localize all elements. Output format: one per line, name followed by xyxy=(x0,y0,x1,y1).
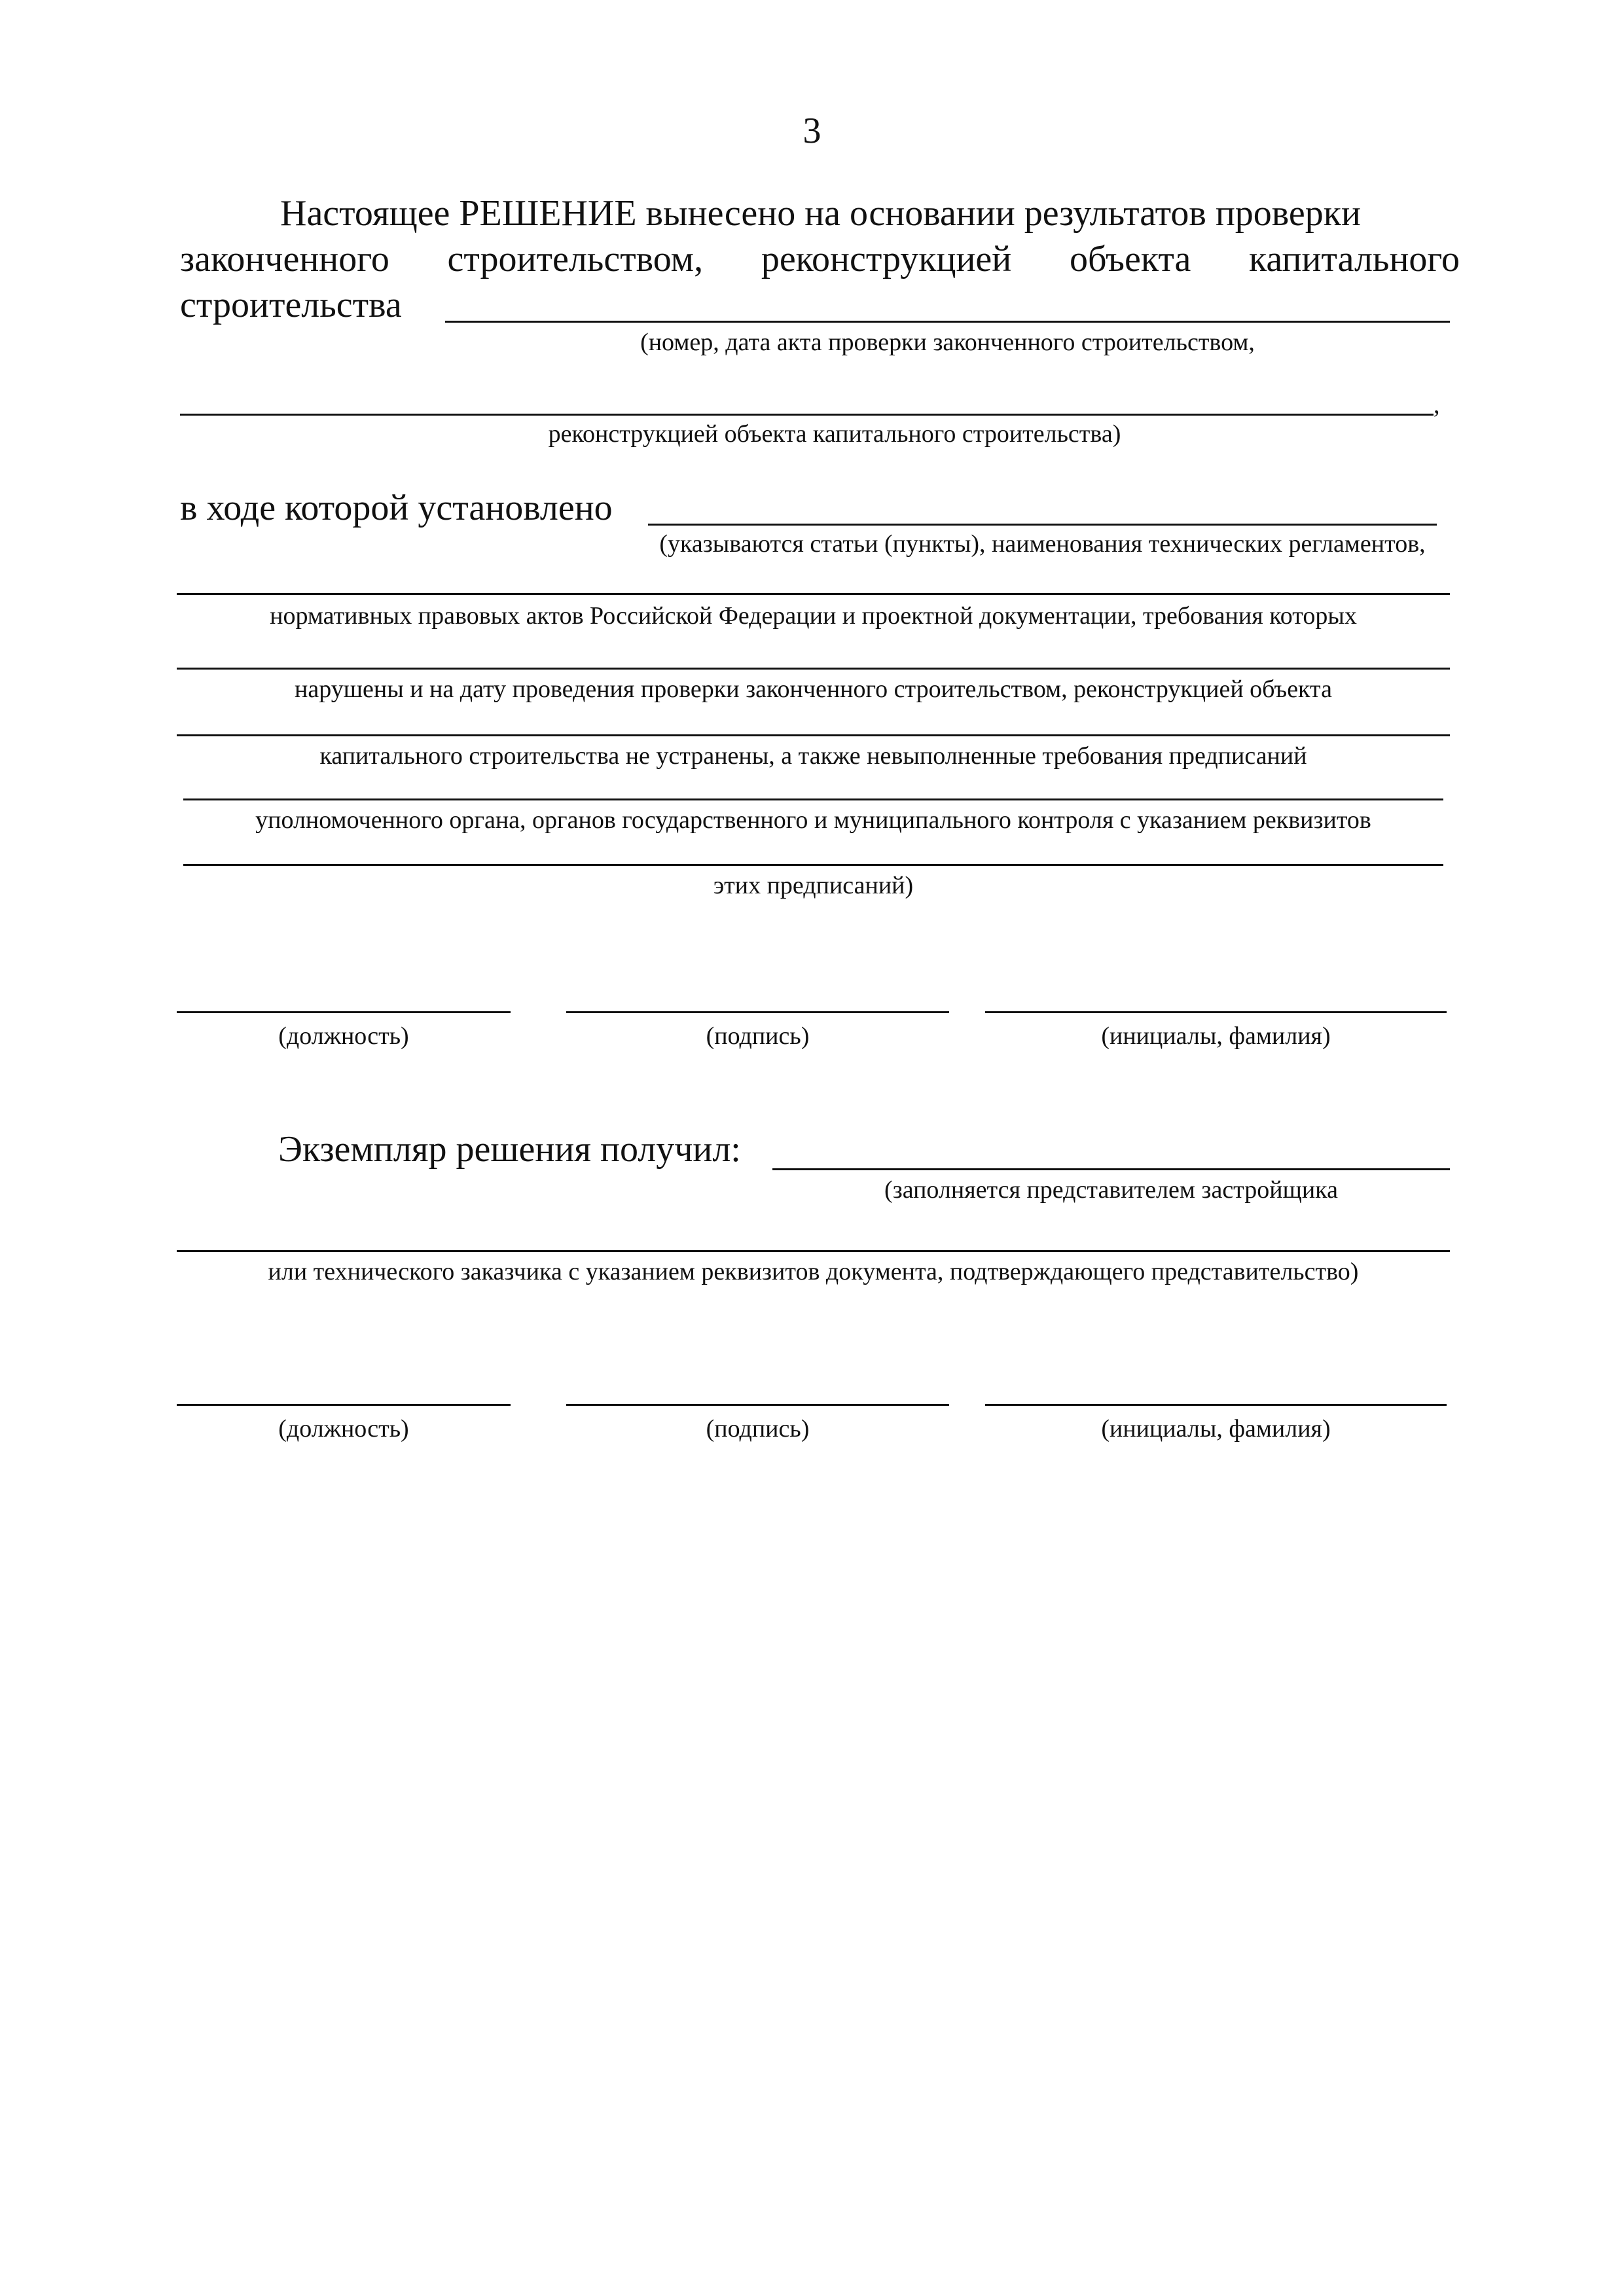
established-caption-1: (указываются статьи (пункты), наименования технических регламентов, xyxy=(659,530,1426,558)
trailing-comma: , xyxy=(1434,391,1440,419)
position-caption-1: (должность) xyxy=(278,1022,409,1050)
act-fill-line-2[interactable] xyxy=(180,414,1434,416)
established-caption-3: нарушены и на дату проведения проверки законченного строительством, реконструкцией объекта xyxy=(295,675,1332,703)
established-caption-2: нормативных правовых актов Российской Федерации и проектной документации, требования которых xyxy=(270,602,1357,630)
name-caption-1: (инициалы, фамилия) xyxy=(1101,1022,1331,1050)
paragraph-word: объекта xyxy=(1069,239,1191,279)
established-caption-6: этих предписаний) xyxy=(713,872,914,899)
established-fill-line[interactable] xyxy=(648,524,1437,526)
paragraph-line-1: Настоящее РЕШЕНИЕ вынесено на основании результатов проверки xyxy=(280,193,1361,234)
established-fill-line-2[interactable] xyxy=(177,593,1450,595)
established-label: в ходе которой установлено xyxy=(180,488,613,528)
received-caption-1: (заполняется представителем застройщика xyxy=(884,1176,1338,1204)
act-caption-1: (номер, дата акта проверки законченного строительством, xyxy=(640,329,1255,356)
name-line-2[interactable] xyxy=(985,1404,1447,1406)
signature-line-1[interactable] xyxy=(566,1011,949,1013)
position-line-2[interactable] xyxy=(177,1404,511,1406)
signature-caption-1: (подпись) xyxy=(706,1022,810,1050)
paragraph-line-2 xyxy=(180,237,1460,281)
position-line-1[interactable] xyxy=(177,1011,511,1013)
paragraph-word: строительством, xyxy=(447,239,704,279)
received-fill-line-2[interactable] xyxy=(177,1250,1450,1252)
paragraph-word: законченного xyxy=(180,239,389,279)
position-caption-2: (должность) xyxy=(278,1415,409,1443)
act-fill-line-1[interactable] xyxy=(445,321,1450,323)
established-caption-5: уполномоченного органа, органов государственного и муниципального контроля с указанием реквизитов xyxy=(255,806,1371,834)
established-fill-line-6[interactable] xyxy=(183,864,1443,866)
paragraph-word: реконструкцией xyxy=(761,239,1012,279)
paragraph-line-3-label: строительства xyxy=(180,285,402,325)
established-fill-line-5[interactable] xyxy=(183,798,1443,800)
signature-line-2[interactable] xyxy=(566,1404,949,1406)
name-caption-2: (инициалы, фамилия) xyxy=(1101,1415,1331,1443)
act-caption-2: реконструкцией объекта капитального строительства) xyxy=(548,420,1121,448)
signature-caption-2: (подпись) xyxy=(706,1415,810,1443)
paragraph-word: капитального xyxy=(1249,239,1460,279)
name-line-1[interactable] xyxy=(985,1011,1447,1013)
established-fill-line-4[interactable] xyxy=(177,734,1450,736)
established-fill-line-3[interactable] xyxy=(177,668,1450,670)
received-label: Экземпляр решения получил: xyxy=(278,1129,741,1170)
page-number: 3 xyxy=(803,111,821,151)
established-caption-4: капитального строительства не устранены, а также невыполненные требования предписаний xyxy=(319,742,1307,770)
received-fill-line[interactable] xyxy=(772,1168,1450,1170)
received-caption-2: или технического заказчика с указанием реквизитов документа, подтверждающего представительство) xyxy=(268,1258,1359,1285)
